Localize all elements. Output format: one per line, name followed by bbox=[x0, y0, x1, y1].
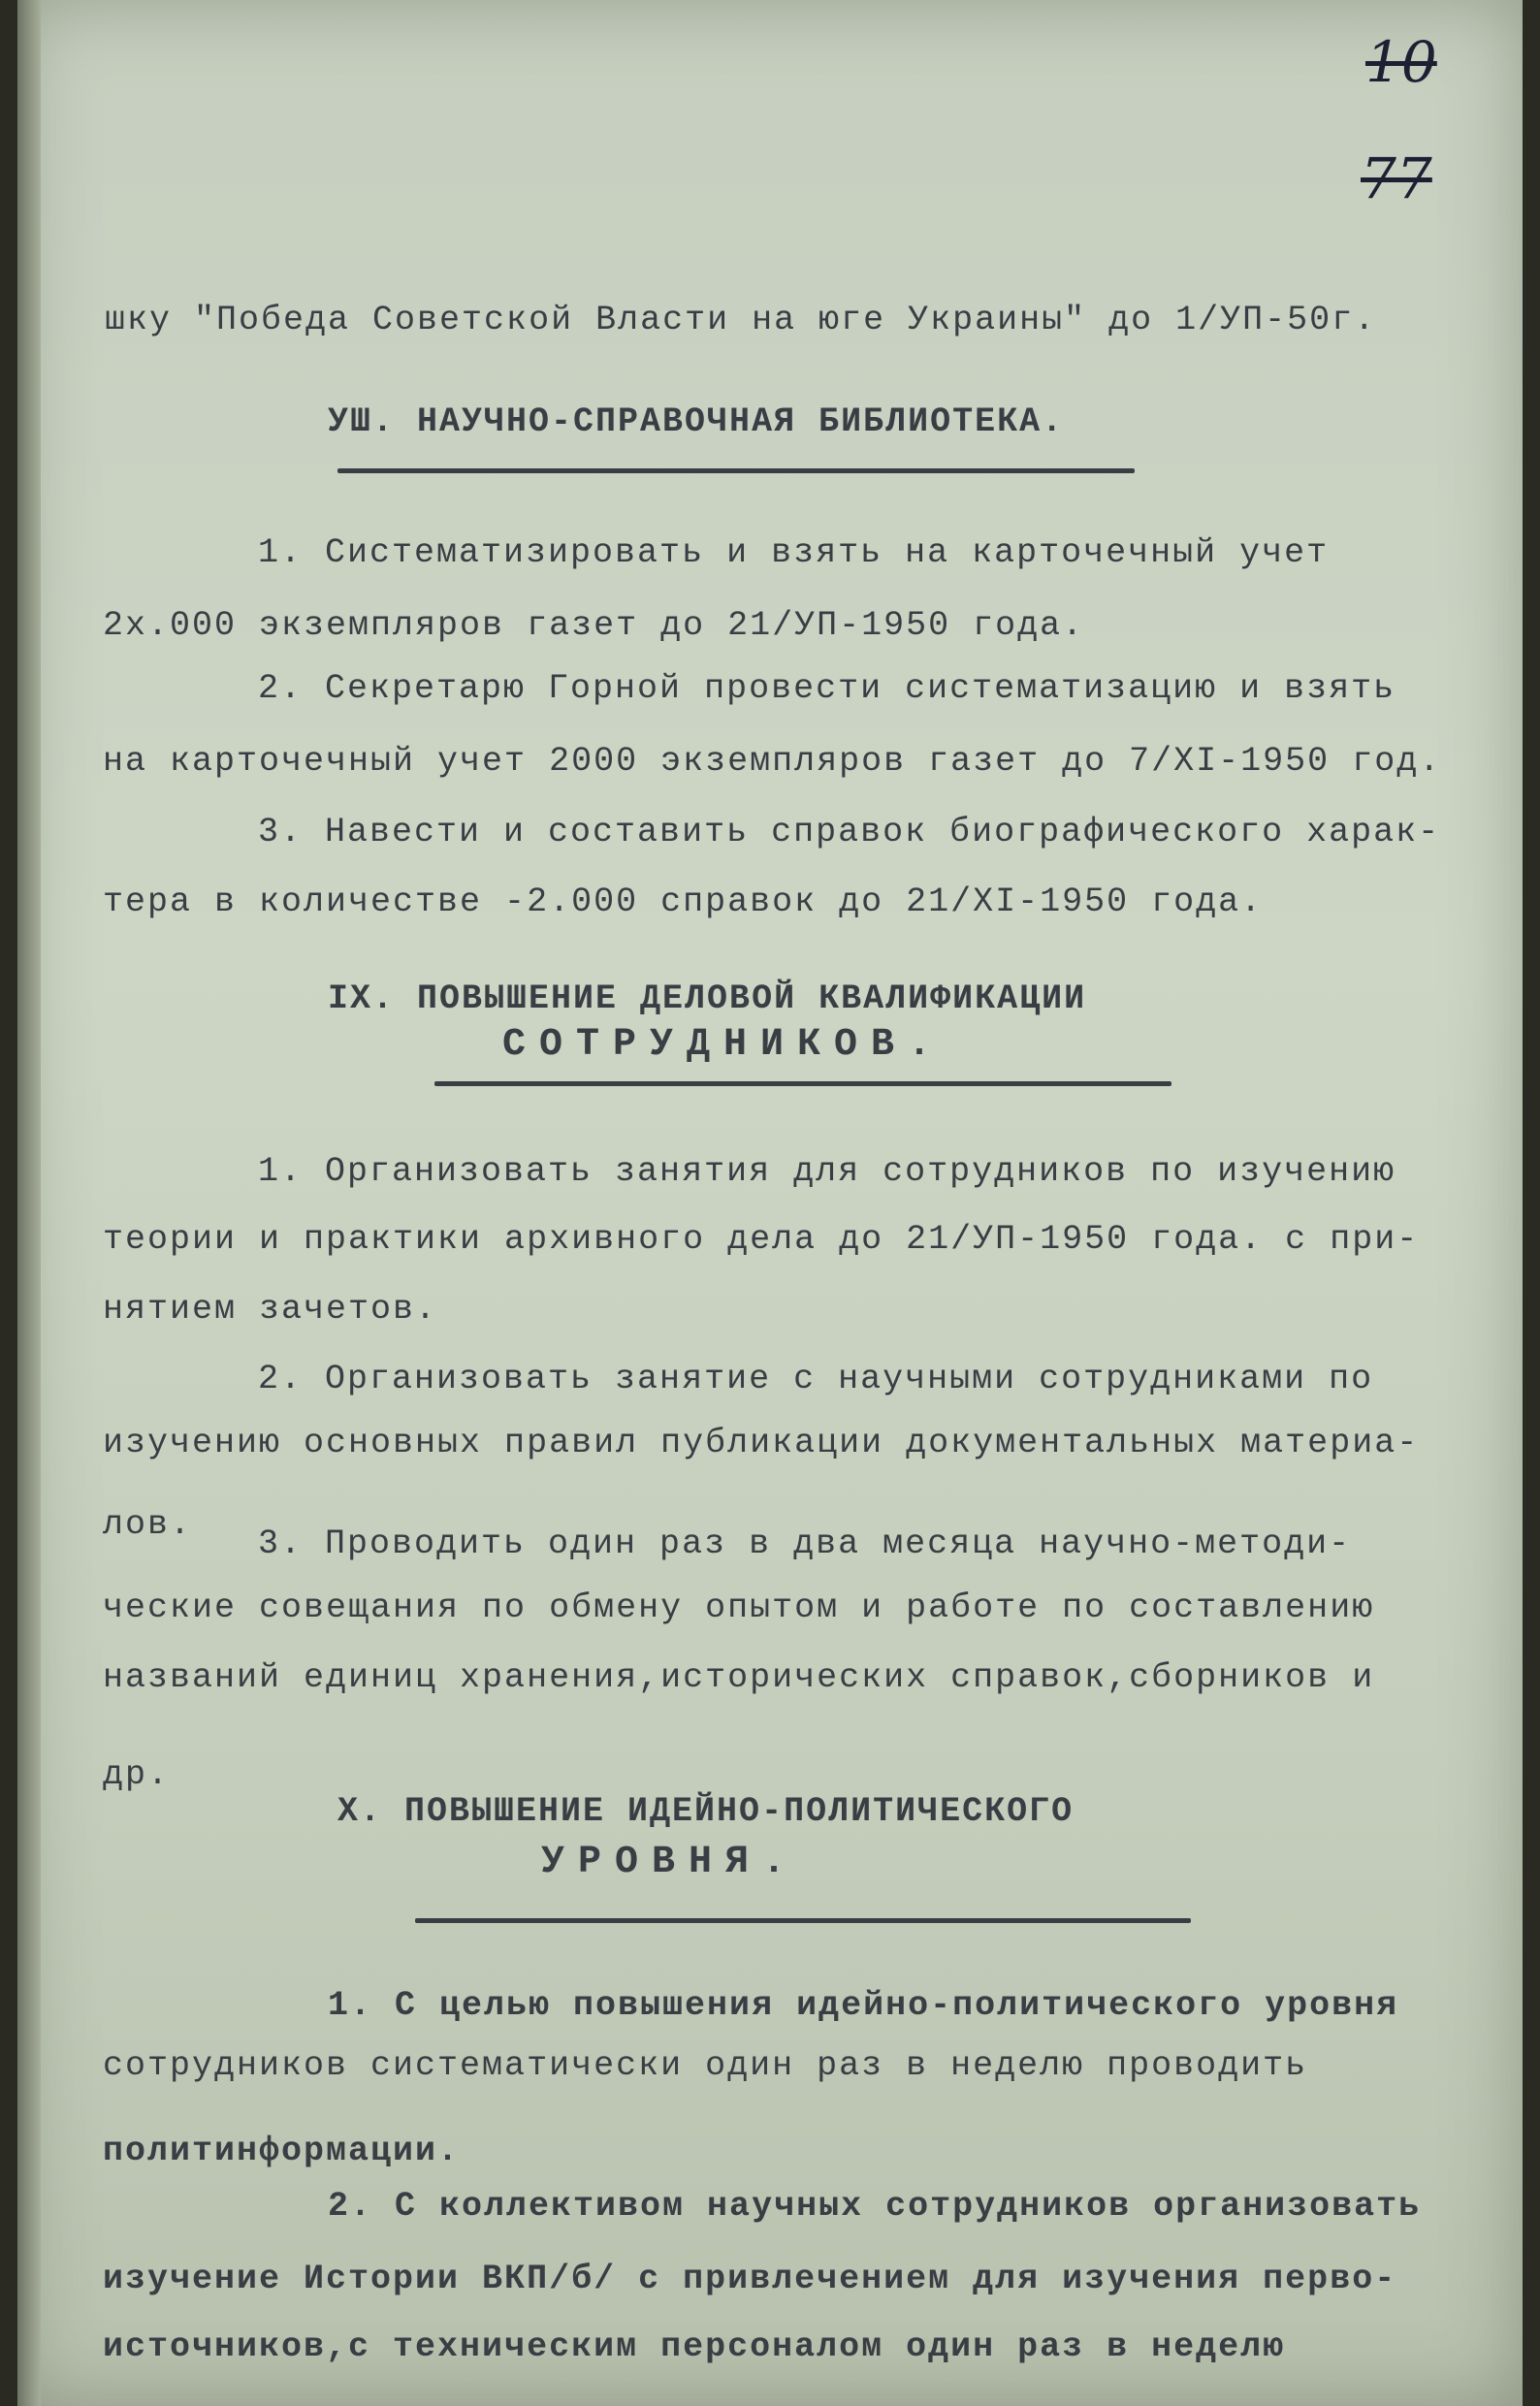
heading-underline bbox=[337, 468, 1135, 473]
section-heading-9: IX. ПОВЫШЕНИЕ ДЕЛОВОЙ КВАЛИФИКАЦИИ bbox=[328, 979, 1087, 1018]
text-line: 2х.000 экземпляров газет до 21/УП-1950 года. bbox=[103, 606, 1085, 645]
text-line: 2. Организовать занятие с научными сотрудниками по bbox=[258, 1360, 1374, 1398]
text-line: 1. Систематизировать и взять на карточечный учет bbox=[258, 533, 1330, 572]
section-heading-10-subtitle: УРОВНЯ. bbox=[541, 1841, 800, 1884]
archive-page-number: 77 bbox=[1361, 145, 1432, 211]
text-line: источников,с техническим персоналом один раз в неделю bbox=[103, 2327, 1286, 2366]
section-heading-9-subtitle: СОТРУДНИКОВ. bbox=[502, 1023, 946, 1067]
struck-page-number: 10 bbox=[1365, 29, 1437, 95]
heading-underline bbox=[415, 1918, 1191, 1923]
text-line: 1. С целью повышения идейно-политического уровня bbox=[328, 1986, 1399, 2025]
text-line: изучение Истории ВКП/б/ с привлечением для изучения перво- bbox=[103, 2260, 1397, 2298]
text-line: тера в количестве -2.000 справок до 21/XI-1950 года. bbox=[103, 882, 1264, 921]
section-heading-8: УШ. НАУЧНО-СПРАВОЧНАЯ БИБЛИОТЕКА. bbox=[328, 402, 1065, 441]
text-line: 3. Навести и составить справок биографического харак- bbox=[258, 813, 1441, 851]
text-line: на карточечный учет 2000 экземпляров газет до 7/XI-1950 год. bbox=[103, 742, 1442, 781]
text-line: теории и практики архивного дела до 21/УП-1950 года. с при- bbox=[103, 1220, 1420, 1259]
text-line: 2. С коллективом научных сотрудников организовать bbox=[328, 2187, 1422, 2226]
binding-fold bbox=[17, 0, 41, 2406]
text-line: ческие совещания по обмену опытом и работе по составлению bbox=[103, 1588, 1375, 1627]
document-page bbox=[17, 0, 1523, 2406]
text-line: нятием зачетов. bbox=[103, 1290, 438, 1329]
text-line: политинформации. bbox=[103, 2132, 461, 2170]
text-line: 1. Организовать занятия для сотрудников по изучению bbox=[258, 1152, 1396, 1191]
text-line: лов. bbox=[103, 1505, 193, 1544]
text-line: 2. Секретарю Горной провести систематизацию и взять bbox=[258, 669, 1396, 708]
text-line: изучению основных правил публикации документальных материа- bbox=[103, 1424, 1420, 1462]
section-heading-10: Х. ПОВЫШЕНИЕ ИДЕЙНО-ПОЛИТИЧЕСКОГО bbox=[337, 1792, 1075, 1831]
text-line: 3. Проводить один раз в два месяца научно-методи- bbox=[258, 1524, 1352, 1563]
heading-underline bbox=[434, 1081, 1171, 1086]
text-line: названий единиц хранения,исторических справок,сборников и bbox=[103, 1658, 1375, 1697]
text-line: сотрудников систематически один раз в неделю проводить bbox=[103, 2046, 1308, 2085]
text-line: шку "Победа Советской Власти на юге Украины" до 1/УП-50г. bbox=[105, 301, 1377, 339]
text-line: др. bbox=[103, 1755, 171, 1794]
